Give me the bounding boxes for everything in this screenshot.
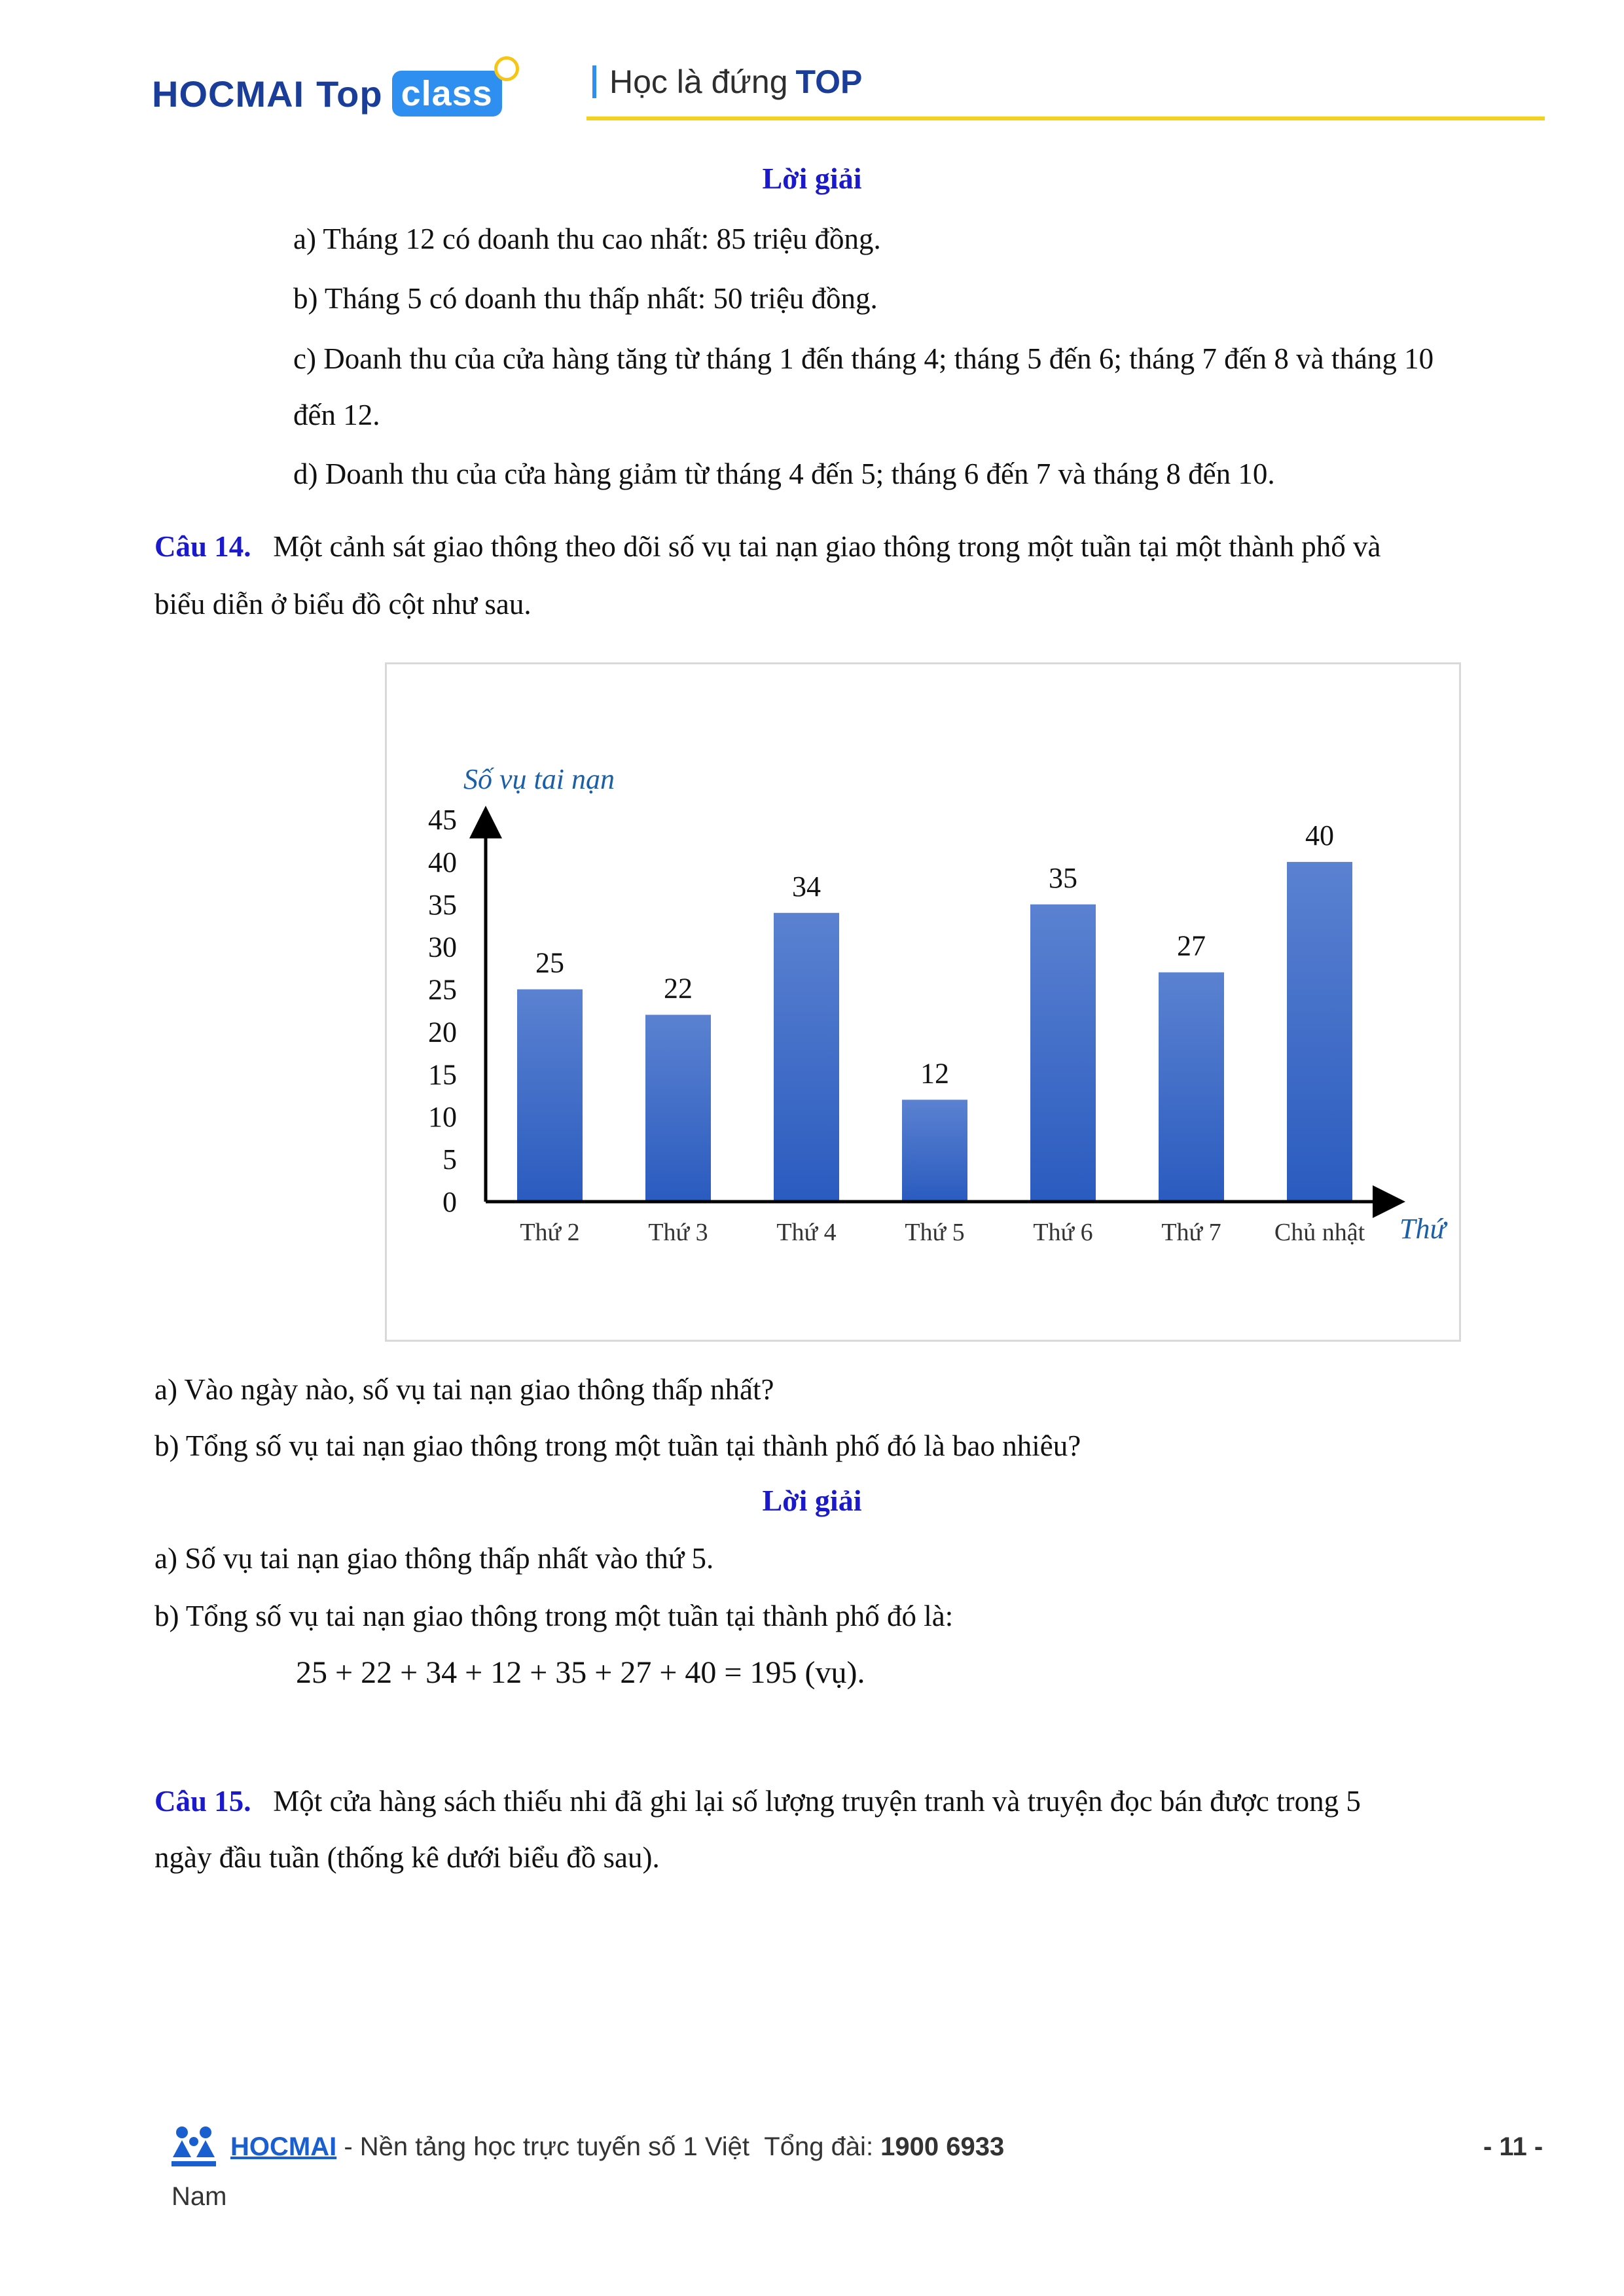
bar-value-label-6: 27 bbox=[1177, 929, 1206, 962]
y-tick-label-10: 10 bbox=[428, 1101, 457, 1134]
solution-title-13: Lời giải bbox=[762, 162, 862, 195]
y-tick-label-0: 0 bbox=[442, 1186, 457, 1218]
question-14-part-a: a) Vào ngày nào, số vụ tai nạn giao thông thấp nhất? bbox=[154, 1373, 774, 1406]
question-15-line-1 bbox=[154, 1782, 1361, 1821]
x-tick-label-2: Thứ 3 bbox=[648, 1219, 708, 1246]
y-tick-label-15: 15 bbox=[428, 1058, 457, 1091]
solution-title-14: Lời giải bbox=[762, 1484, 862, 1517]
tagline-divider bbox=[592, 65, 596, 98]
y-tick-label-35: 35 bbox=[428, 888, 457, 921]
bar-5 bbox=[1030, 905, 1096, 1202]
solution-13-line-c-cont: đến 12. bbox=[293, 399, 380, 431]
accident-bar-chart bbox=[385, 662, 1461, 1342]
y-tick-label-30: 30 bbox=[428, 931, 457, 963]
footer-line bbox=[230, 2132, 1004, 2162]
y-tick-label-40: 40 bbox=[428, 846, 457, 878]
footer-hotline: 1900 6933 bbox=[880, 2132, 1005, 2161]
header-underline bbox=[586, 117, 1545, 120]
question-15-label: Câu 15. bbox=[154, 1785, 251, 1818]
logo-class-badge bbox=[392, 71, 502, 117]
question-15-text-2: ngày đầu tuần (thống kê dưới biểu đồ sau). bbox=[154, 1841, 660, 1874]
x-tick-label-4: Thứ 5 bbox=[905, 1219, 965, 1246]
bar-value-label-3: 34 bbox=[792, 870, 821, 903]
bar-1 bbox=[517, 990, 583, 1202]
page-number: - 11 - bbox=[1483, 2132, 1543, 2161]
x-tick-labels bbox=[520, 1219, 1365, 1246]
question-15-text-1: Một cửa hàng sách thiếu nhi đã ghi lại số lượng truyện tranh và truyện đọc bán được trong 5 bbox=[273, 1785, 1361, 1818]
bar-2 bbox=[645, 1014, 711, 1202]
tagline-prefix: Học là đứng bbox=[609, 63, 788, 100]
solution-14-line-b: b) Tổng số vụ tai nạn giao thông trong một tuần tại thành phố đó là: bbox=[154, 1600, 954, 1632]
bar-value-label-7: 40 bbox=[1305, 819, 1334, 852]
logo-class-text: class bbox=[401, 74, 493, 113]
solution-13-line-c: c) Doanh thu của cửa hàng tăng từ tháng 1 đến tháng 4; tháng 5 đến 6; tháng 7 đến 8 và tháng 10 bbox=[293, 342, 1434, 375]
footer-line-wrap: Nam bbox=[171, 2182, 227, 2211]
x-axis-label: Thứ bbox=[1399, 1213, 1446, 1245]
solution-14-equation: 25 + 22 + 34 + 12 + 35 + 27 + 40 = 195 (vụ). bbox=[296, 1655, 865, 1690]
hocmai-family-icon bbox=[169, 2125, 219, 2169]
x-tick-label-1: Thứ 2 bbox=[520, 1219, 580, 1246]
y-axis-label: Số vụ tai nạn bbox=[463, 763, 615, 795]
question-14-text-1: Một cảnh sát giao thông theo dõi số vụ tai nạn giao thông trong một tuần tại một thành phố và bbox=[273, 530, 1381, 563]
y-tick-label-25: 25 bbox=[428, 973, 457, 1006]
question-14-part-b: b) Tổng số vụ tai nạn giao thông trong một tuần tại thành phố đó là bao nhiêu? bbox=[154, 1429, 1081, 1462]
y-tick-label-20: 20 bbox=[428, 1016, 457, 1049]
bar-7 bbox=[1287, 862, 1352, 1202]
question-14-line-1 bbox=[154, 527, 1381, 566]
bar-value-label-4: 12 bbox=[920, 1057, 949, 1090]
footer-hotline-label: Tổng đài: bbox=[764, 2132, 881, 2161]
question-14-text-2: biểu diễn ở biểu đồ cột như sau. bbox=[154, 588, 532, 620]
logo-top-text: Top bbox=[316, 73, 383, 115]
x-tick-label-5: Thứ 6 bbox=[1033, 1219, 1093, 1246]
x-tick-label-6: Thứ 7 bbox=[1161, 1219, 1221, 1246]
solution-13-line-b: b) Tháng 5 có doanh thu thấp nhất: 50 triệu đồng. bbox=[293, 282, 878, 315]
sun-icon bbox=[494, 56, 519, 81]
bar-value-label-5: 35 bbox=[1049, 861, 1077, 894]
solution-13-line-a: a) Tháng 12 có doanh thu cao nhất: 85 triệu đồng. bbox=[293, 223, 881, 255]
bar-value-label-1: 25 bbox=[535, 946, 564, 979]
tagline-top: TOP bbox=[795, 63, 863, 100]
footer-brand-link[interactable]: HOCMAI bbox=[230, 2132, 337, 2161]
y-tick-label-45: 45 bbox=[428, 804, 457, 836]
bar-3 bbox=[774, 913, 839, 1202]
logo-hocmai-text: HOCMAI bbox=[152, 73, 305, 115]
hocmai-topclass-logo bbox=[152, 64, 502, 123]
bar-6 bbox=[1159, 973, 1224, 1202]
footer-slogan: - Nền tảng học trực tuyến số 1 Việt bbox=[336, 2132, 757, 2161]
header-tagline bbox=[592, 63, 862, 101]
solution-13-line-d: d) Doanh thu của cửa hàng giảm từ tháng 4 đến 5; tháng 6 đến 7 và tháng 8 đến 10. bbox=[293, 457, 1275, 490]
y-tick-labels bbox=[428, 804, 457, 1218]
bars-group bbox=[517, 862, 1352, 1202]
x-tick-label-7: Chủ nhật bbox=[1274, 1219, 1365, 1246]
bar-value-label-2: 22 bbox=[664, 972, 693, 1005]
question-14-label: Câu 14. bbox=[154, 530, 251, 563]
x-tick-label-3: Thứ 4 bbox=[776, 1219, 837, 1246]
y-tick-label-5: 5 bbox=[442, 1143, 457, 1176]
solution-14-line-a: a) Số vụ tai nạn giao thông thấp nhất vào thứ 5. bbox=[154, 1542, 714, 1575]
bar-4 bbox=[902, 1100, 967, 1202]
